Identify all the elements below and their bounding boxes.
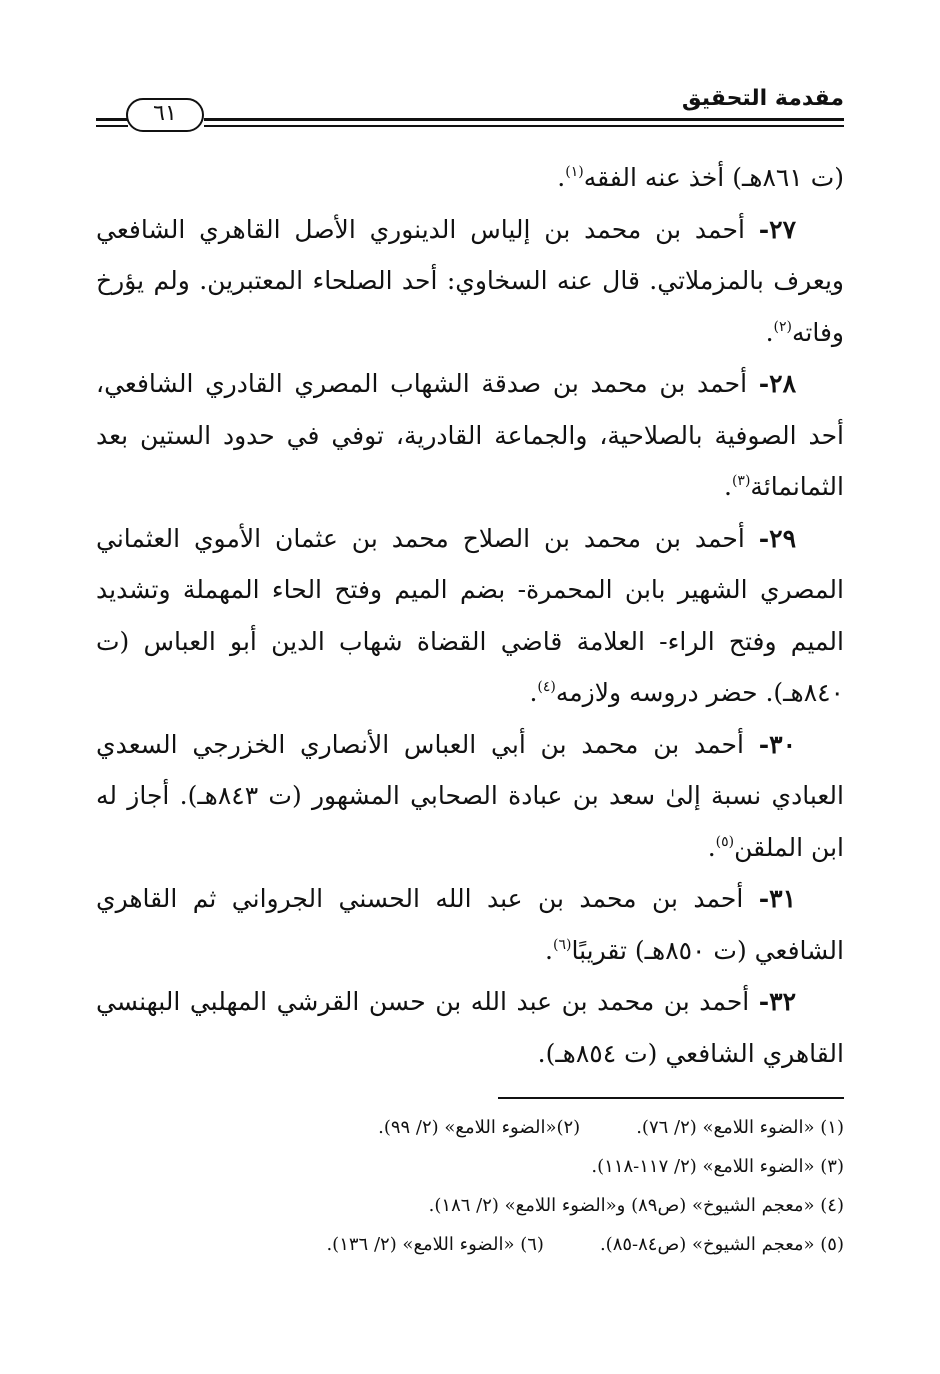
entry-number: ٢٩-: [758, 523, 796, 553]
footnote-ref: (٣): [731, 473, 751, 489]
entry-28: [96, 358, 844, 513]
entry-32: [96, 976, 844, 1079]
footnote-6: (٦) «الضوء اللامع» (٢/ ١٣٦).: [326, 1234, 544, 1255]
entry-text: أحمد بن محمد بن عبد الله الحسني الجرواني ثم القاهري الشافعي (ت ٨٥٠هـ) تقريبًا: [96, 884, 844, 965]
paragraph-end: .: [765, 317, 774, 347]
footnote-5: (٥) «معجم الشيوخ» (ص٨٤-٨٥).: [599, 1234, 844, 1255]
footnote-line: [96, 1108, 844, 1147]
footnote-3: (٣) «الضوء اللامع» (٢/ ١١٧-١١٨).: [591, 1156, 844, 1177]
entry-text: أحمد بن محمد بن الصلاح محمد بن عثمان الأموي العثماني المصري الشهير بابن المحمرة- بضم الميم وفتح الحاء المهملة وتشديد الميم وفتح الراء- العلامة قاضي القضاة شهاب الدين أبو العباس (ت ٨٤٠هـ). حضر دروسه ولازمه: [96, 523, 844, 707]
paragraph-end: .: [707, 832, 716, 862]
entry-number: ٢٨-: [758, 369, 796, 398]
footnote-line: [96, 1186, 844, 1225]
header-rule: [96, 118, 128, 121]
entry-number: ٣١-: [758, 884, 796, 913]
footnote-ref: (٤): [537, 679, 556, 695]
header-rule: [204, 125, 844, 127]
footnote-ref: (٦): [552, 936, 572, 953]
entry-number: ٢٧-: [758, 214, 796, 244]
paragraph-end: .: [724, 472, 732, 501]
entry-text: أحمد بن محمد بن صدقة الشهاب المصري القادري الشافعي، أحد الصوفية بالصلاحية، والجماعة القادرية، توفي في حدود الستين بعد الثمانمائة: [96, 369, 844, 501]
entry-number: ٣٢-: [758, 987, 796, 1016]
footnote-4: (٤) «معجم الشيوخ» (ص٨٩) و«الضوء اللامع» (٢/ ١٨٦).: [428, 1195, 844, 1216]
page-number: ٦١: [126, 98, 204, 132]
entry-text: أحمد بن محمد بن عبد الله بن حسن القرشي المهلبي البهنسي القاهري الشافعي (ت ٨٥٤هـ).: [96, 987, 844, 1068]
footnote-line: [96, 1225, 844, 1264]
entry-29: [96, 513, 844, 719]
footnote-1: (١) «الضوء اللامع» (٢/ ٧٦).: [636, 1117, 844, 1138]
header-rule: [96, 125, 128, 127]
footnote-separator: [498, 1097, 844, 1099]
paragraph-end: .: [529, 678, 538, 707]
paragraph-end: .: [545, 935, 553, 965]
entry-27: [96, 204, 844, 359]
entry-text: أحمد بن محمد بن أبي العباس الأنصاري الخزرجي السعدي العبادي نسبة إلىٰ سعد بن عبادة الصحابي المشهور (ت ٨٤٣هـ). أجاز له ابن الملقن: [96, 729, 844, 862]
paragraph-text: (ت ٨٦١هـ) أخذ عنه الفقه: [583, 163, 844, 192]
entry-31: [96, 873, 844, 976]
footnote-line: [96, 1147, 844, 1186]
entry-text: أحمد بن محمد بن إلياس الدينوري الأصل القاهري الشافعي ويعرف بالمزملاتي. قال عنه السخاوي: أحد الصلحاء المعتبرين. ولم يؤرخ وفاته: [96, 214, 844, 347]
entry-number: ٣٠-: [758, 729, 796, 759]
paragraph-continuation: [96, 152, 844, 204]
main-text: [96, 152, 844, 1079]
paragraph-end: .: [557, 163, 566, 192]
footnote-ref: (٥): [715, 833, 735, 850]
footnote-2: (٢)«الضوء اللامع» (٢/ ٩٩).: [378, 1117, 581, 1138]
header-rule: [204, 118, 844, 121]
footnotes: [96, 1108, 844, 1264]
footnote-ref: (٢): [773, 318, 792, 335]
entry-30: [96, 719, 844, 874]
header-title: مقدمة التحقيق: [681, 86, 844, 111]
running-header: [96, 80, 844, 132]
footnote-ref: (١): [565, 164, 584, 180]
